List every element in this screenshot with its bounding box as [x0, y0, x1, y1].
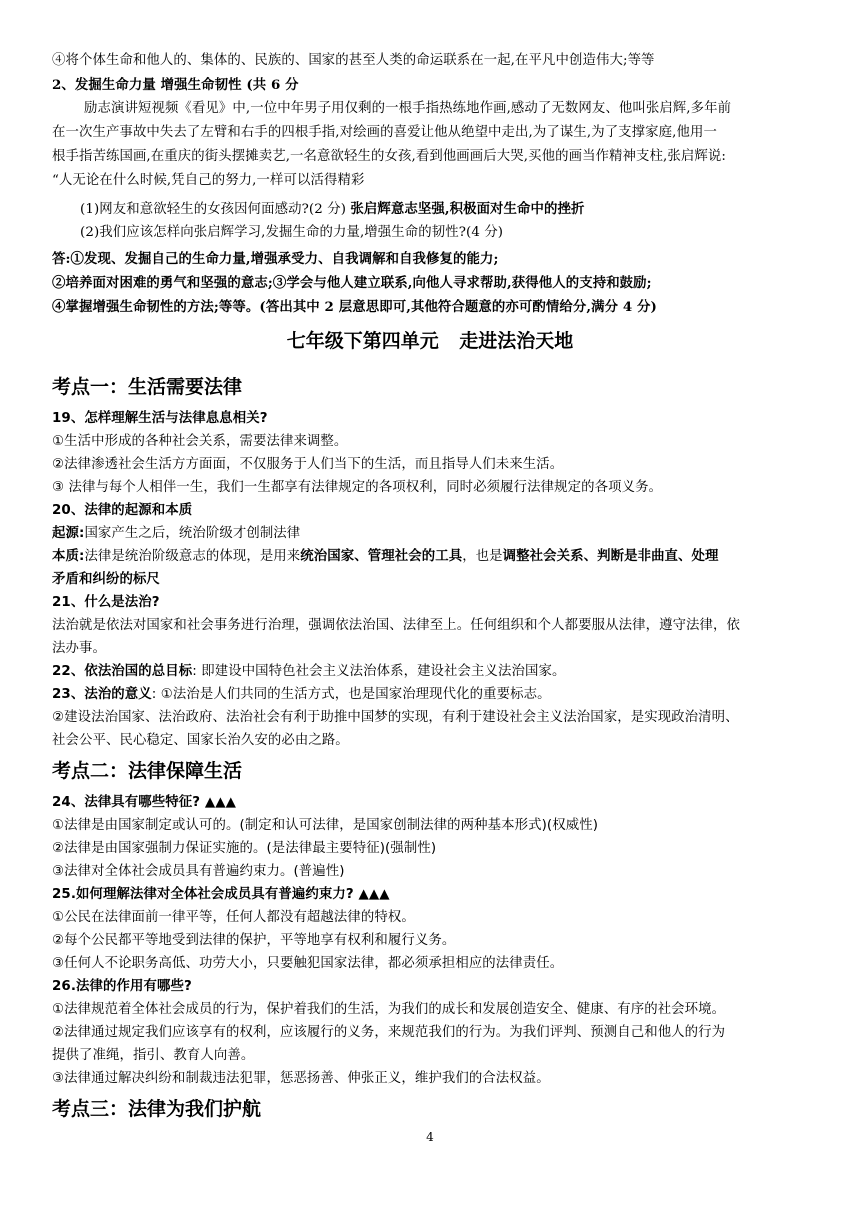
subquestion-2: (2)我们应该怎样向张启辉学习,发掘生命的力量,增强生命的韧性?(4 分): [80, 225, 504, 240]
essence-text-a: 法律是统治阶级意志的体现，是用来: [84, 549, 301, 564]
question-22: [52, 661, 812, 683]
question-19: 19、怎样理解生活与法律息息相关?: [52, 411, 268, 426]
page-number: 4: [426, 1130, 434, 1144]
question-26-point-2: ②法律通过规定我们应该享有的权利，应该履行的义务，来规范我们的行为。为我们评判、预测自己和他人的行为: [52, 1025, 726, 1040]
passage-line-4: “人无论在什么时候,凭自己的努力,一样可以活得精彩: [52, 173, 365, 188]
question-23-line-2: ②建设法治国家、法治政府、法治社会有利于助推中国梦的实现，有利于建设社会主义法治国家，是实现政治清明、: [52, 710, 739, 725]
origin-label: 起源:: [52, 526, 85, 541]
question-23: [52, 684, 812, 706]
answer-line-a2: ②培养面对困难的勇气和坚强的意志;③学会与他人建立联系,向他人寻求帮助,获得他人的支持和鼓励;: [52, 275, 652, 291]
question-20: 20、法律的起源和本质: [52, 503, 193, 518]
passage-line-3: 根手指苦练国画,在重庆的街头摆摊卖艺,一名意欲轻生的女孩,看到他画画后大哭,买他的画当作精神支柱,张启辉说:: [52, 149, 726, 164]
essence-text-b: 统治国家、管理社会的工具: [300, 549, 463, 564]
question-25-point-3: ③任何人不论职务高低、功劳大小，只要触犯国家法律，都必须承担相应的法律责任。: [52, 956, 564, 971]
question-25-point-2: ②每个公民都平等地受到法律的保护，平等地享有权利和履行义务。: [52, 933, 456, 948]
answer-line-a3: ④掌握增强生命韧性的方法;等等。(答出其中 2 层意思即可,其他符合题意的亦可酌情给分,满分 4 分): [52, 299, 657, 315]
essence-text-d: 调整社会关系、判断是非曲直、处理: [502, 549, 719, 564]
question-19-point-1: ①生活中形成的各种社会关系，需要法律来调整。: [52, 434, 348, 449]
subquestion-1-text: (1)网友和意欲轻生的女孩因何面感动?(2 分): [80, 202, 347, 217]
question-20-essence-cont: 矛盾和纠纷的标尺: [52, 572, 160, 587]
question-21-answer-1: 法治就是依法对国家和社会事务进行治理，强调依法治国、法律至上。任何组织和个人都要服从法律，遵守法律，依: [52, 618, 741, 633]
question-23-label: 23、法治的意义: [52, 687, 152, 702]
answer-line-a1: 答:①发现、发掘自己的生命力量,增强承受力、自我调解和自我修复的能力;: [52, 251, 499, 267]
subquestion-1-answer: 张启辉意志坚强,积极面对生命中的挫折: [350, 201, 585, 217]
unit-title: 七年级下第四单元 走进法治天地: [286, 330, 574, 352]
question-23-line-3: 社会公平、民心稳定、国家长治久安的必由之路。: [52, 733, 349, 748]
answer-line-4: ④将个体生命和他人的、集体的、民族的、国家的甚至人类的命运联系在一起,在平凡中创造伟大;等等: [52, 53, 655, 68]
question-24-point-1: ①法律是由国家制定或认可的。(制定和认可法律，是国家创制法律的两种基本形式)(权威性): [52, 818, 599, 833]
question-19-point-3: ③ 法律与每个人相伴一生，我们一生都享有法律规定的各项权利，同时必须履行法律规定的各项义务。: [52, 480, 663, 495]
essence-text-c: ，也是: [462, 549, 503, 564]
question-22-label: 22、依法治国的总目标: [52, 664, 193, 679]
question-23-text: : ①法治是人们共同的生活方式，也是国家治理现代化的重要标志。: [151, 687, 551, 702]
question-22-text: : 即建设中国特色社会主义法治体系，建设社会主义法治国家。: [192, 664, 566, 679]
question-26-point-3: ③法律通过解决纠纷和制裁违法犯罪，惩恶扬善、伸张正义，维护我们的合法权益。: [52, 1071, 550, 1086]
question-21-answer-2: 法办事。: [52, 641, 106, 656]
origin-text: 国家产生之后，统治阶级才创制法律: [84, 526, 301, 541]
question-20-origin: [52, 523, 812, 545]
question-25-point-1: ①公民在法律面前一律平等，任何人都没有超越法律的特权。: [52, 910, 415, 925]
question-24-point-3: ③法律对全体社会成员具有普遍约束力。(普遍性): [52, 864, 345, 879]
passage-line-1: 励志演讲短视频《看见》中,一位中年男子用仅剩的一根手指热练地作画,感动了无数网友、他叫张启辉,多年前: [84, 101, 732, 116]
question-20-essence: [52, 546, 812, 568]
question-26: 26.法律的作用有哪些?: [52, 979, 192, 994]
subquestion-1: [80, 198, 840, 221]
essence-label: 本质:: [52, 549, 85, 564]
question-26-point-2-cont: 提供了准绳，指引、教育人向善。: [52, 1048, 255, 1063]
passage-line-2: 在一次生产事故中失去了左臂和右手的四根手指,对绘画的喜爱让他从绝望中走出,为了谋生,为了支撑家庭,他用一: [52, 125, 717, 140]
question-26-point-1: ①法律规范着全体社会成员的行为，保护着我们的生活，为我们的成长和发展创造安全、健康、有序的社会环境。: [52, 1002, 726, 1017]
question-19-point-2: ②法律渗透社会生活方方面面，不仅服务于人们当下的生活，而且指导人们未来生活。: [52, 457, 564, 472]
section-heading-1: 考点一：生活需要法律: [52, 376, 243, 398]
question-24: 24、法律具有哪些特征? ▲▲▲: [52, 795, 237, 810]
section-heading-2: 考点二：法律保障生活: [52, 760, 243, 782]
question-21: 21、什么是法治?: [52, 595, 160, 610]
section-heading-3: 考点三：法律为我们护航: [52, 1098, 262, 1120]
question-25: 25.如何理解法律对全体社会成员具有普遍约束力? ▲▲▲: [52, 887, 390, 902]
question-2-heading: 2、发掘生命力量 增强生命韧性 (共 6 分: [52, 77, 299, 93]
question-24-point-2: ②法律是由国家强制力保证实施的。(是法律最主要特征)(强制性): [52, 841, 437, 856]
